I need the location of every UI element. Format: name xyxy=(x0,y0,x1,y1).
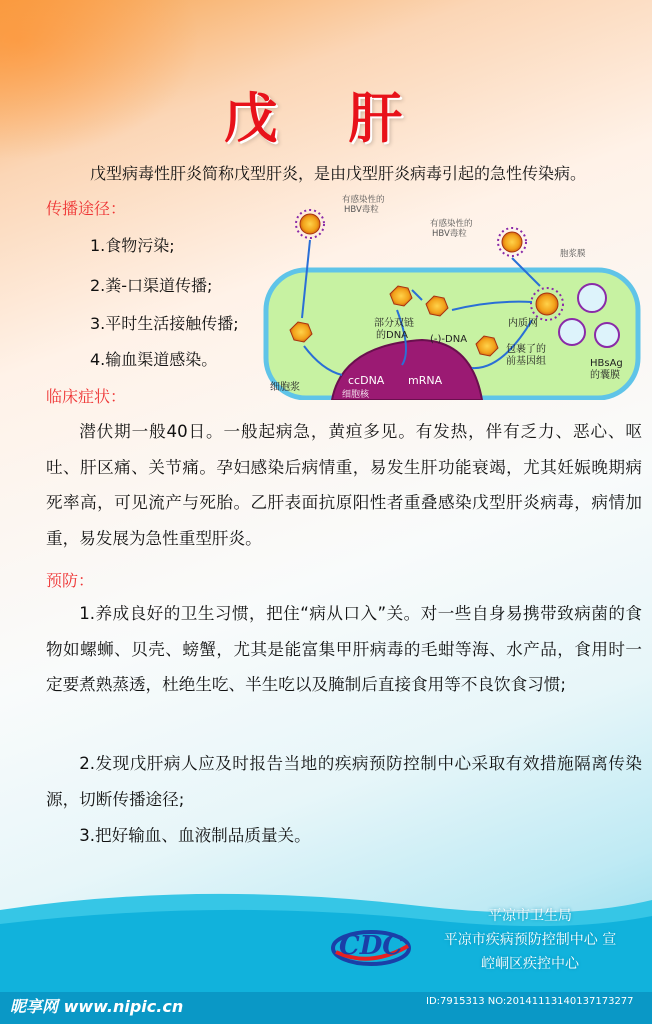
transmission-item: 1.食物污染; xyxy=(90,236,175,255)
virion-icon xyxy=(296,210,324,238)
diagram-label: HBsAg xyxy=(590,358,623,369)
logo-text: CDC xyxy=(339,931,403,961)
diagram-label: 有感染性的 xyxy=(430,219,473,229)
diagram-label: 前基因组 xyxy=(506,356,546,367)
transmission-item: 2.粪-口渠道传播; xyxy=(90,276,213,295)
transmission-item: 4.输血渠道感染。 xyxy=(90,350,218,369)
hbv-replication-diagram xyxy=(262,190,644,400)
diagram-label: ccDNA xyxy=(348,374,385,387)
diagram-label: HBV毒粒 xyxy=(344,205,379,215)
diagram-label: HBV毒粒 xyxy=(432,229,467,239)
prevention-item: 1.养成良好的卫生习惯，把住“病从口入”关。对一些自身易携带致病菌的食物如螺蛳、贝壳、螃蟹，尤其是能富集甲肝病毒的毛蚶等海、水产品，食用时一定要煮熟蒸透，杜绝生吃、半生吃以及腌制后直接食用等不良饮食习惯; xyxy=(46,604,642,695)
transmission-heading: 传播途径： xyxy=(46,199,127,218)
diagram-label: mRNA xyxy=(408,374,443,387)
org-name: 平凉市卫生局 xyxy=(488,908,572,924)
diagram-label: 有感染性的 xyxy=(342,195,385,205)
diagram-label: 细胞核 xyxy=(342,390,370,400)
virion-icon xyxy=(498,228,526,256)
cdc-logo xyxy=(330,912,412,978)
prevention-heading: 预防： xyxy=(46,571,95,590)
org-name: 平凉市疾病预防控制中心 宣 xyxy=(443,932,617,948)
page-title: 戊 肝 xyxy=(223,86,429,150)
transmission-item: 3.平时生活接触传播; xyxy=(90,314,239,333)
symptoms-text: 潜伏期一般40日。一般起病急，黄疸多见。有发热，伴有乏力、恶心、呕吐、肝区痛、关节痛。孕妇感染后病情重，易发生肝功能衰竭，尤其妊娠晚期病死率高，可见流产与死胎。乙肝表面抗原阳性者重叠感染戊型肝炎病毒，病情加重，易发展为急性重型肝炎。 xyxy=(46,422,642,548)
org-name: 崆峒区疾控中心 xyxy=(481,956,579,972)
diagram-label: 的囊膜 xyxy=(590,370,620,381)
image-id: ID:7915313 NO:20141113140137173277 xyxy=(426,996,634,1007)
prevention-item: 2.发现戊肝病人应及时报告当地的疾病预防控制中心采取有效措施隔离传染源，切断传播途径; xyxy=(46,754,642,809)
prevention-item: 3.把好输血、血液制品质量关。 xyxy=(79,826,311,845)
intro-text: 戊型病毒性肝炎简称戊型肝炎，是由戊型肝炎病毒引起的急性传染病。 xyxy=(90,164,587,183)
diagram-label: 包裹了的 xyxy=(506,344,546,355)
diagram-label: 胞浆膜 xyxy=(560,249,586,259)
diagram-label: 细胞浆 xyxy=(270,382,300,393)
watermark-brand: 昵享网 www.nipic.cn xyxy=(10,997,184,1016)
diagram-label: 部分双链 xyxy=(374,318,414,329)
diagram-label: (-)-DNA xyxy=(430,334,468,345)
diagram-label: 内质网 xyxy=(508,318,538,329)
symptoms-heading: 临床症状： xyxy=(46,387,127,406)
diagram-label: 的DNA xyxy=(376,330,409,341)
